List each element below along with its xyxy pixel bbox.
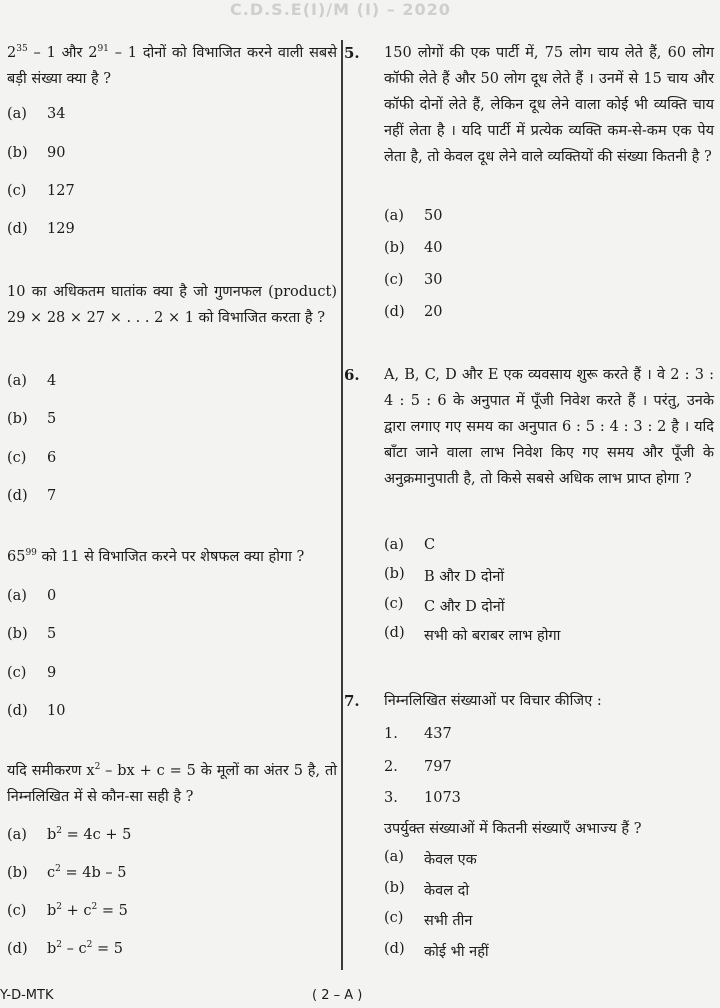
question-text: निम्नलिखित संख्याओं पर विचार कीजिए : <box>384 693 602 709</box>
option-row <box>7 827 131 843</box>
option-label: (b) <box>384 240 405 256</box>
option-text: 9 <box>47 665 57 681</box>
option-row <box>384 910 472 930</box>
column-divider <box>341 40 343 970</box>
footer-page-number: ( 2 – A ) <box>312 988 363 1003</box>
option-label: (d) <box>384 304 405 320</box>
question-text: A, B, C, D और E एक व्यवसाय शुरू करते हैं । वे 2 : 3 : 4 : 5 : 6 के अनुपात में पूँजी निवेश करते हैं । परंतु, उनके द्वारा लगाए गए समय का अनुपात 6 : 5 : 4 : 3 : 2 है । यदि बाँटा जाने वाला लाभ निवेश किए गए समय और पूँजी के अनुक्रमानुपाती है, तो किसे सबसे अधिक लाभ प्राप्त होगा ? <box>384 367 714 487</box>
option-row <box>384 304 442 320</box>
question-number: 7. <box>344 692 360 710</box>
option-label: (c) <box>7 903 27 919</box>
option-label: 1. <box>384 726 398 742</box>
question-prompt: उपर्युक्त संख्याओं में कितनी संख्याएँ अभाज्य हैं ? <box>384 821 642 837</box>
option-text: 437 <box>424 726 452 742</box>
question-text: $65^{99}$ को 11 से विभाजित करने पर शेषफल क्या होगा ? <box>7 548 305 565</box>
option-row <box>384 790 461 806</box>
option-text: 30 <box>424 272 443 288</box>
option-row <box>7 941 123 957</box>
option-text: $b^2 = 4c + 5$ <box>47 826 132 843</box>
option-row <box>384 566 504 586</box>
option-label: (a) <box>7 588 27 604</box>
option-row <box>7 373 56 389</box>
option-label: (b) <box>384 880 405 896</box>
option-label: (d) <box>384 625 405 641</box>
option-label: (a) <box>384 208 404 224</box>
faded-header-text: C.D.S.E(I)/M (I) – 2020 <box>230 0 451 19</box>
option-label: (c) <box>384 272 404 288</box>
option-row <box>7 221 75 237</box>
option-row <box>384 272 442 288</box>
footer-code: Y-D-MTK <box>0 988 54 1003</box>
option-label: (b) <box>7 626 28 642</box>
option-label: (d) <box>7 941 28 957</box>
option-label: (a) <box>7 106 27 122</box>
option-text: C और D दोनों <box>424 599 505 615</box>
option-text: 20 <box>424 304 443 320</box>
option-row <box>384 849 477 869</box>
option-text: 5 <box>47 626 57 642</box>
option-text: $c^2 = 4b - 5$ <box>47 864 127 881</box>
option-text: केवल एक <box>424 852 477 868</box>
option-row <box>384 596 505 616</box>
option-row <box>384 537 435 553</box>
option-label: (b) <box>384 566 405 582</box>
option-row <box>7 588 56 604</box>
option-text: $b^2 - c^2 = 5$ <box>47 940 123 957</box>
option-row <box>7 183 75 199</box>
option-text: 1073 <box>424 790 461 806</box>
option-label: (c) <box>7 183 27 199</box>
option-text: कोई भी नहीं <box>424 944 489 960</box>
option-label: (a) <box>384 849 404 865</box>
option-text: 127 <box>47 183 75 199</box>
question-text: 150 लोगों की एक पार्टी में, 75 लोग चाय लेते हैं, 60 लोग कॉफी लेते हैं और 50 लोग दूध लेते हैं । उनमें से 15 चाय और कॉफी दोनों लेते हैं, लेकिन दूध लेने वाला कोई भी व्यक्ति चाय नहीं लेता है । यदि पार्टी में प्रत्येक व्यक्ति कम-से-कम एक पेय लेता है, तो केवल दूध लेने वाले व्यक्तियों की संख्या कितनी है ? <box>384 45 714 165</box>
option-text: केवल दो <box>424 883 470 899</box>
question-text: यदि समीकरण $x^2$ – bx + c = 5 के मूलों का अंतर 5 है, तो निम्नलिखित में से कौन-सा सही है ? <box>7 762 338 805</box>
option-row <box>384 759 452 775</box>
option-label: (b) <box>7 145 28 161</box>
option-row <box>384 941 489 961</box>
option-label: (c) <box>384 596 404 612</box>
question-text: 10 का अधिकतम घातांक क्या है जो गुणनफल (product) 29 × 28 × 27 × . . . 2 × 1 को विभाजित करता है ? <box>7 284 337 326</box>
option-label: (d) <box>7 703 28 719</box>
option-label: (d) <box>7 221 28 237</box>
option-label: (d) <box>384 941 405 957</box>
option-text: 5 <box>47 411 57 427</box>
option-row <box>384 240 442 256</box>
option-text: 50 <box>424 208 443 224</box>
option-label: (d) <box>7 488 28 504</box>
option-text: 34 <box>47 106 66 122</box>
option-text: B और D दोनों <box>424 569 505 585</box>
option-text: $b^2 + c^2 = 5$ <box>47 902 128 919</box>
option-label: (a) <box>384 537 404 553</box>
option-row <box>7 145 65 161</box>
option-row <box>7 106 65 122</box>
option-row <box>7 865 126 881</box>
option-text: C <box>424 537 436 553</box>
option-row <box>7 411 56 427</box>
option-label: (b) <box>7 411 28 427</box>
option-text: 90 <box>47 145 66 161</box>
option-label: (a) <box>7 373 27 389</box>
question-number: 5. <box>344 44 360 62</box>
option-label: (c) <box>7 665 27 681</box>
option-label: (c) <box>384 910 404 926</box>
option-row <box>384 208 442 224</box>
option-text: 797 <box>424 759 452 775</box>
question-text: $2^{35} - 1$ और $2^{91} - 1$ दोनों को विभाजित करने वाली सबसे बड़ी संख्या क्या है ? <box>7 44 338 87</box>
option-text: 4 <box>47 373 57 389</box>
option-label: 2. <box>384 759 398 775</box>
option-row <box>7 703 65 719</box>
option-row <box>384 625 560 645</box>
option-text: 7 <box>47 488 57 504</box>
option-text: 6 <box>47 450 57 466</box>
option-text: 0 <box>47 588 57 604</box>
option-text: 10 <box>47 703 66 719</box>
option-row <box>7 450 56 466</box>
option-text: सभी को बराबर लाभ होगा <box>424 628 561 644</box>
option-label: (b) <box>7 865 28 881</box>
option-row <box>7 903 128 919</box>
option-row <box>7 626 56 642</box>
option-text: 129 <box>47 221 75 237</box>
option-row <box>384 880 469 900</box>
option-row <box>384 726 452 742</box>
option-text: सभी तीन <box>424 913 473 929</box>
option-text: 40 <box>424 240 443 256</box>
option-row <box>7 488 56 504</box>
option-row <box>7 665 56 681</box>
question-number: 6. <box>344 366 360 384</box>
option-label: (a) <box>7 827 27 843</box>
option-label: 3. <box>384 790 398 806</box>
option-label: (c) <box>7 450 27 466</box>
